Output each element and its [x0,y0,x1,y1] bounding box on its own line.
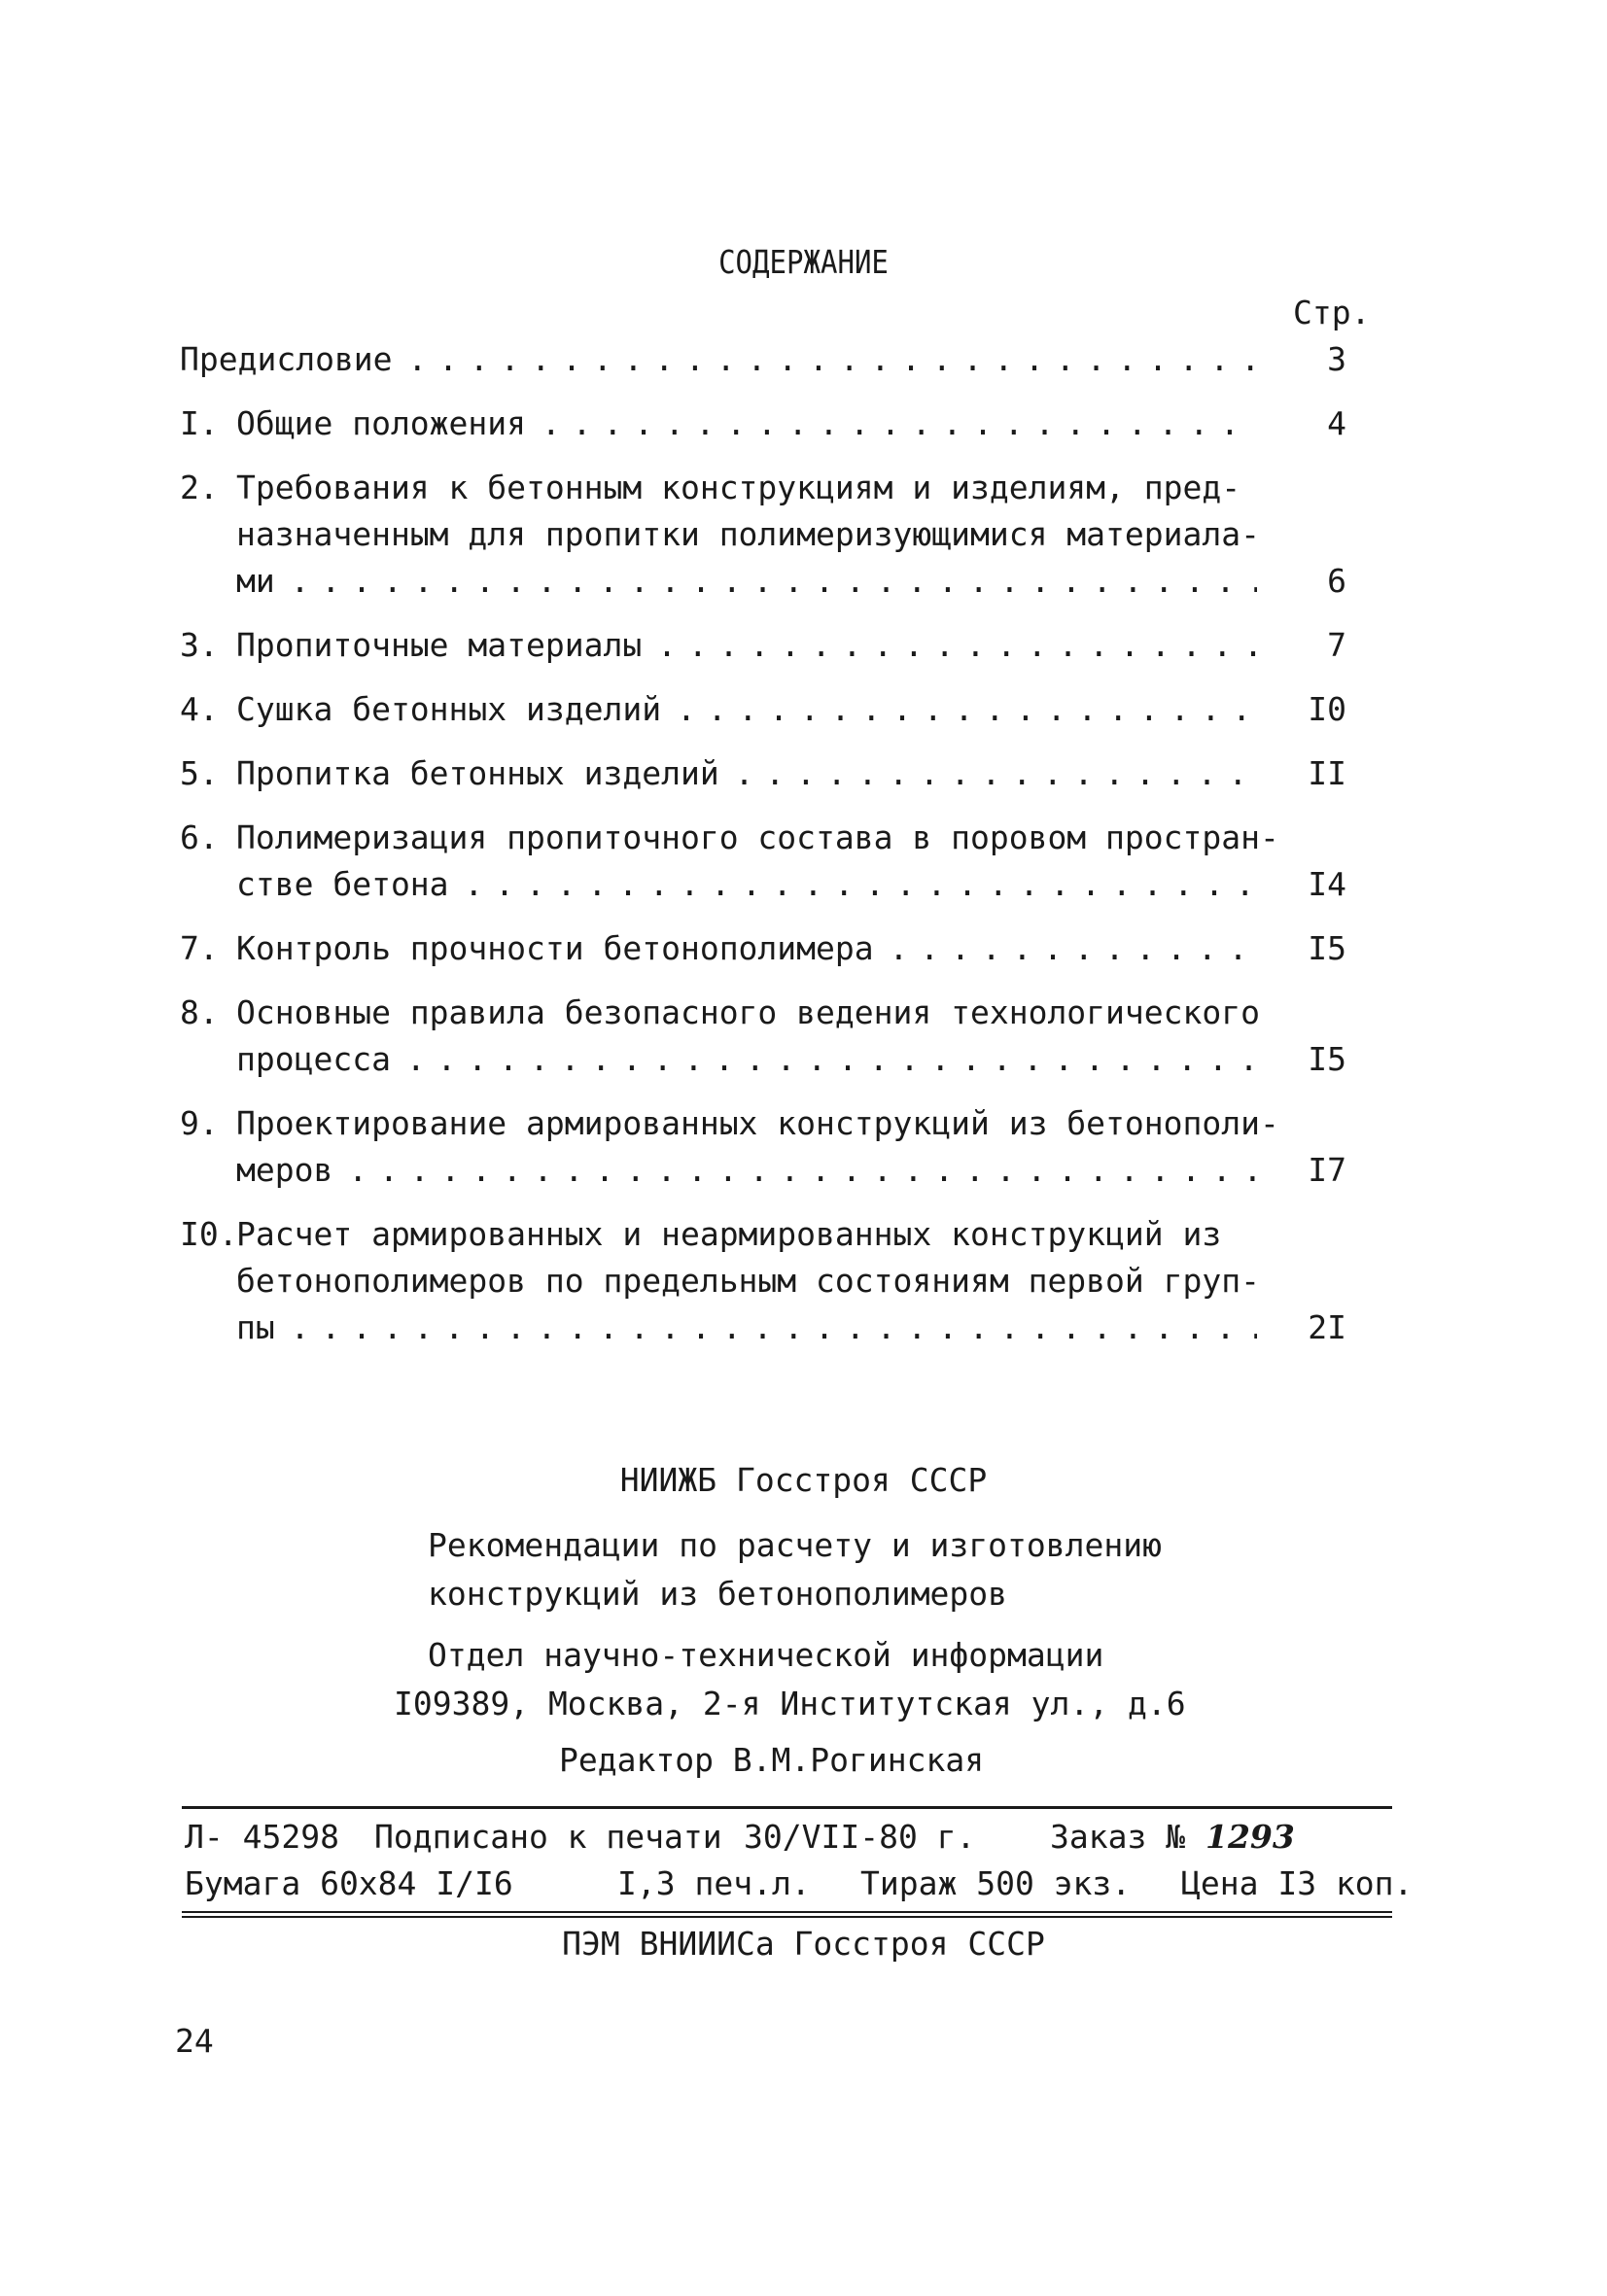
imprint-dept: Отдел научно-технической информации [428,1636,1104,1674]
printed-sheets: I,3 печ.л. [617,1864,811,1902]
toc-entry [180,622,1376,669]
toc-entry-title: ми [236,562,275,600]
toc-entry-line-text: Основные правила безопасного ведения технологического [236,993,1260,1031]
toc-entry-page: I7 [1308,1151,1346,1189]
toc-entry-title: меров [236,1151,333,1189]
toc-entry-number: I0. [180,1215,238,1253]
page-column-label: Стр. [1293,294,1371,331]
toc-entry-page: 6 [1327,562,1346,600]
imprint-address: I09389, Москва, 2-я Институтская ул., д.6 [394,1685,1186,1722]
bottom-rule [182,1911,1392,1913]
toc-entry [180,750,1376,797]
toc-entry-title: Пропиточные материалы [236,626,643,664]
toc-entry-line-text: бетонополимеров по предельным состояниям первой груп- [236,1262,1260,1300]
toc-entry-page: I5 [1308,1040,1346,1078]
order-label: Заказ № [1050,1818,1186,1856]
toc-entry-line-text: Проектирование армированных конструкций из бетонополи- [236,1104,1279,1142]
toc-entry-last-line [180,1305,1376,1351]
toc-entry-title: Контроль прочности бетонополимера [236,929,874,967]
toc-entry-number: 8. [180,993,219,1031]
toc-entry-number: 9. [180,1104,219,1142]
toc-entry [180,400,1376,447]
toc-entry-text [180,511,1260,558]
toc-entry-line-text: назначенным для пропитки полимеризующимися материала- [236,515,1260,553]
toc-entry [180,1100,1376,1194]
toc-entry-line [180,815,1376,861]
toc-entry-number: 3. [180,626,219,664]
toc-entry-page: I4 [1308,865,1346,903]
toc-entry-page: 7 [1327,626,1346,664]
imprint-title [0,1521,1607,1618]
toc-entry-last-line [180,558,1376,605]
imprint-title-line2: конструкций из бетонополимеров [428,1575,1008,1613]
toc-entry-number: 7. [180,929,219,967]
imprint-title-line1: Рекомендации по расчету и изготовлению [428,1526,1162,1564]
toc-entry [180,1211,1376,1351]
order-number: 1293 [1205,1818,1295,1856]
toc-entry-leader [180,925,1257,972]
toc-entry-line-text: Расчет армированных и неармированных конструкций из [236,1215,1222,1253]
toc-entry-last-line [180,861,1376,908]
toc-entry-last-line [180,336,1376,383]
toc-entry-line [180,1258,1376,1305]
toc-entry-leader [180,336,1257,383]
toc-entry-line [180,511,1376,558]
imprint-department [0,1631,1607,1728]
toc-entry [180,925,1376,972]
toc-entry-page: II [1308,754,1346,792]
toc-entry-last-line [180,400,1376,447]
toc-entry-leader [180,622,1257,669]
toc-entry-line [180,1211,1376,1258]
toc-entry-page: I5 [1308,929,1346,967]
toc-entry [180,336,1376,383]
toc-entry-last-line [180,686,1376,733]
toc-entry-line [180,465,1376,511]
toc-entry-title: Общие положения [236,404,527,442]
table-of-contents [180,336,1376,1351]
license-number: Л- 45298 [185,1818,339,1856]
toc-entry-leader [180,400,1257,447]
toc-entry [180,686,1376,733]
signed-date: 30/VII-80 г. [744,1818,976,1856]
imprint-editor-block [0,1736,1607,1785]
imprint-publisher: НИИЖБ Госстроя СССР [619,1461,988,1499]
toc-entry-text [180,1211,1221,1258]
toc-entry-number: 6. [180,818,219,856]
imprint-block [0,1456,1607,1505]
toc-entry-title: Пропитка бетонных изделий [236,754,719,792]
toc-entry-page: 2I [1308,1308,1346,1346]
toc-entry-last-line [180,925,1376,972]
toc-entry-text [180,1258,1260,1305]
toc-entry-last-line [180,750,1376,797]
toc-entry-number: 2. [180,469,219,506]
toc-entry-leader [180,686,1257,733]
toc-entry-title: пы [236,1308,275,1346]
toc-entry-title: Предисловие [180,340,393,378]
print-run: Тираж 500 экз. [860,1864,1132,1902]
paper-format: Бумага 60х84 I/I6 [185,1864,513,1902]
toc-entry-page: 3 [1327,340,1346,378]
imprint-editor: Редактор В.М.Рогинская [559,1741,985,1779]
toc-entry-leader [180,1036,1257,1083]
price: Цена I3 коп. [1181,1864,1414,1902]
toc-entry-text [180,990,1260,1036]
toc-entry-line-text: Требования к бетонным конструкциям и изделиям, пред- [236,469,1241,506]
toc-entry-page: 4 [1327,404,1346,442]
toc-entry-title: Сушка бетонных изделий [236,690,662,728]
toc-entry-leader [180,558,1257,605]
toc-entry-last-line [180,1147,1376,1194]
toc-entry [180,815,1376,908]
toc-entry-leader [180,861,1257,908]
toc-entry-leader [180,1147,1257,1194]
toc-entry [180,465,1376,605]
toc-entry-text [180,1100,1279,1147]
toc-entry-title: стве бетона [236,865,449,903]
printer-name: ПЭМ ВНИИИСа Госстроя СССР [562,1925,1045,1963]
bottom-rule-double [182,1916,1392,1918]
toc-entry-number: 4. [180,690,219,728]
page-number: 24 [175,2022,214,2060]
signed-label: Подписано к печати [374,1818,722,1856]
toc-entry-last-line [180,1036,1376,1083]
toc-entry-text [180,815,1279,861]
toc-entry-line [180,990,1376,1036]
toc-entry-leader [180,750,1257,797]
toc-entry [180,990,1376,1083]
toc-entry-line [180,1100,1376,1147]
toc-entry-last-line [180,622,1376,669]
toc-entry-number: 5. [180,754,219,792]
top-rule [182,1806,1392,1809]
toc-entry-leader [180,1305,1257,1351]
toc-entry-text [180,465,1240,511]
contents-title: СОДЕРЖАНИЕ [718,243,889,281]
toc-entry-page: I0 [1308,690,1346,728]
toc-entry-line-text: Полимеризация пропиточного состава в поровом простран- [236,818,1279,856]
toc-entry-title: процесса [236,1040,391,1078]
toc-entry-number: I. [180,404,219,442]
